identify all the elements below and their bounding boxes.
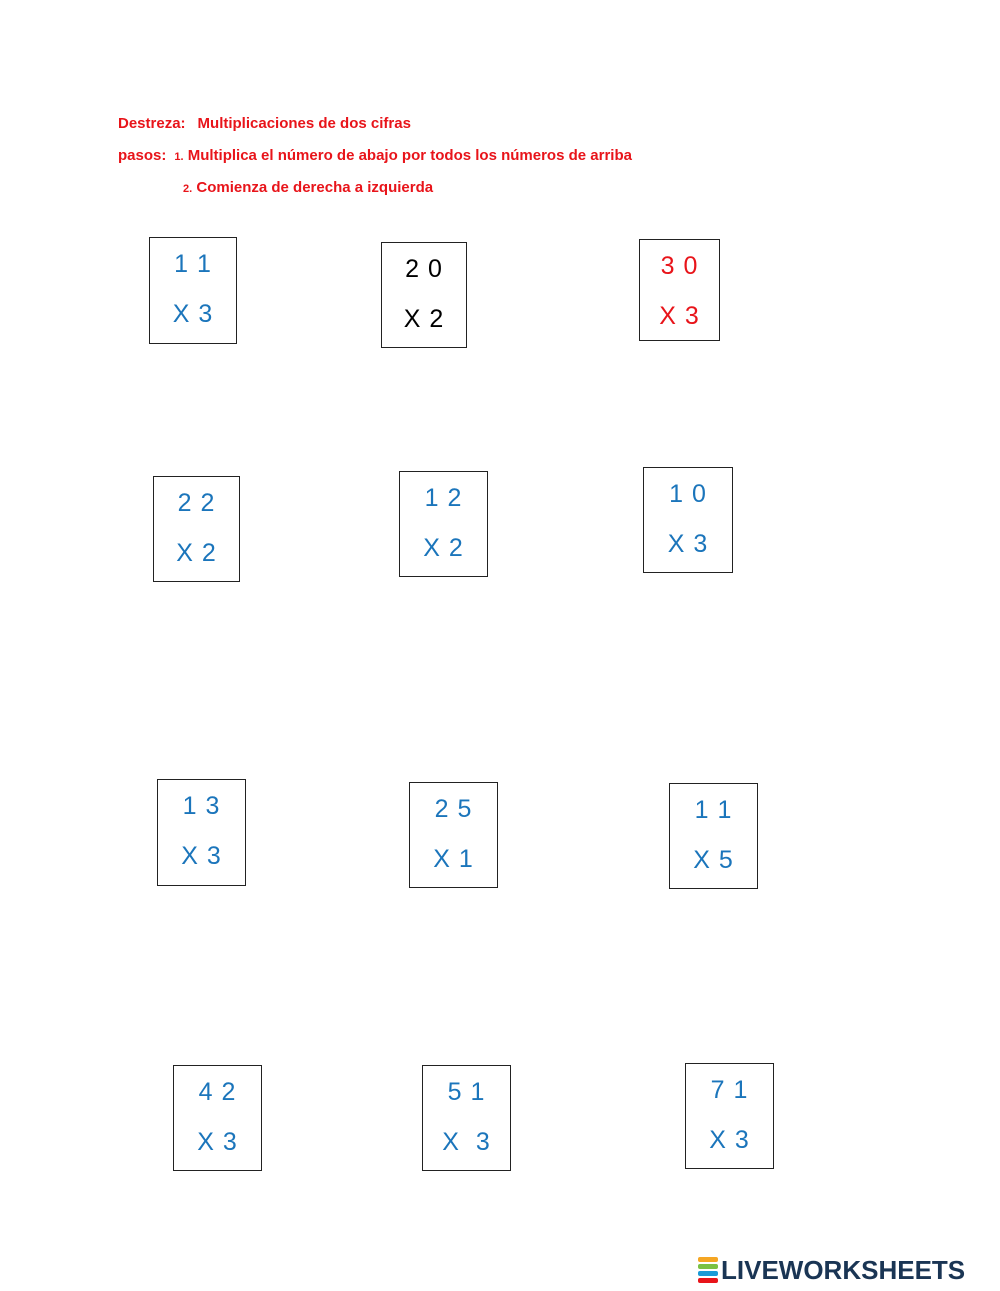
problem-top-number: 1 0 [669,480,707,508]
problem-box[interactable] [422,1065,511,1171]
problem-box[interactable] [153,476,240,582]
skill-value: Multiplicaciones de dos cifras [197,115,411,132]
problem-multiplier: X 3 [442,1128,491,1156]
logo-text: LIVEWORKSHEETS [721,1254,966,1285]
problem-top-number: 7 1 [710,1076,749,1104]
skill-heading [118,115,411,132]
step-1-number: 1. [174,151,184,163]
liveworksheets-logo [698,1254,965,1286]
problem-multiplier: X 3 [197,1128,238,1156]
problem-top-number: 1 3 [182,792,221,820]
problem-top-number: 2 2 [177,489,216,517]
steps-label: pasos: [118,147,167,164]
logo-mark-icon [698,1256,718,1284]
problem-top-number: 1 2 [424,484,463,512]
problem-top-number: 3 0 [660,252,699,280]
problem-top-number: 5 1 [447,1078,486,1106]
problem-multiplier: X 3 [709,1126,750,1154]
step-1-text: Multiplica el número de abajo por todos los números de arriba [187,147,632,164]
problem-top-number: 1 1 [174,250,212,278]
problem-box[interactable] [685,1063,774,1169]
problem-box[interactable] [643,467,733,573]
problem-multiplier: X 3 [659,302,700,330]
problem-box[interactable] [157,779,246,886]
step-2-line [183,179,433,196]
problem-box[interactable] [381,242,467,348]
problem-box[interactable] [669,783,758,889]
problem-top-number: 4 2 [198,1078,237,1106]
problem-box[interactable] [149,237,237,344]
step-1-line [118,147,632,164]
problem-top-number: 2 0 [405,255,443,283]
problem-box[interactable] [409,782,498,888]
problem-multiplier: X 2 [423,534,464,562]
problem-multiplier: X 2 [176,539,217,567]
problem-box[interactable] [173,1065,262,1171]
problem-box[interactable] [399,471,488,577]
problem-multiplier: X 1 [433,845,474,873]
logo-block-3 [698,1271,718,1276]
problem-box[interactable] [639,239,720,341]
problem-top-number: 2 5 [434,795,473,823]
problem-multiplier: X 3 [181,842,222,870]
logo-block-2 [698,1264,718,1269]
problem-multiplier: X 5 [693,846,734,874]
problem-multiplier: X 3 [667,530,709,558]
problem-top-number: 1 1 [694,796,733,824]
step-2-number: 2. [183,183,193,195]
skill-label: Destreza: [118,115,186,132]
problem-multiplier: X 3 [172,300,214,328]
logo-block-1 [698,1257,718,1262]
step-2-text: Comienza de derecha a izquierda [196,179,434,196]
problem-multiplier: X 2 [403,305,445,333]
logo-block-4 [698,1278,718,1283]
